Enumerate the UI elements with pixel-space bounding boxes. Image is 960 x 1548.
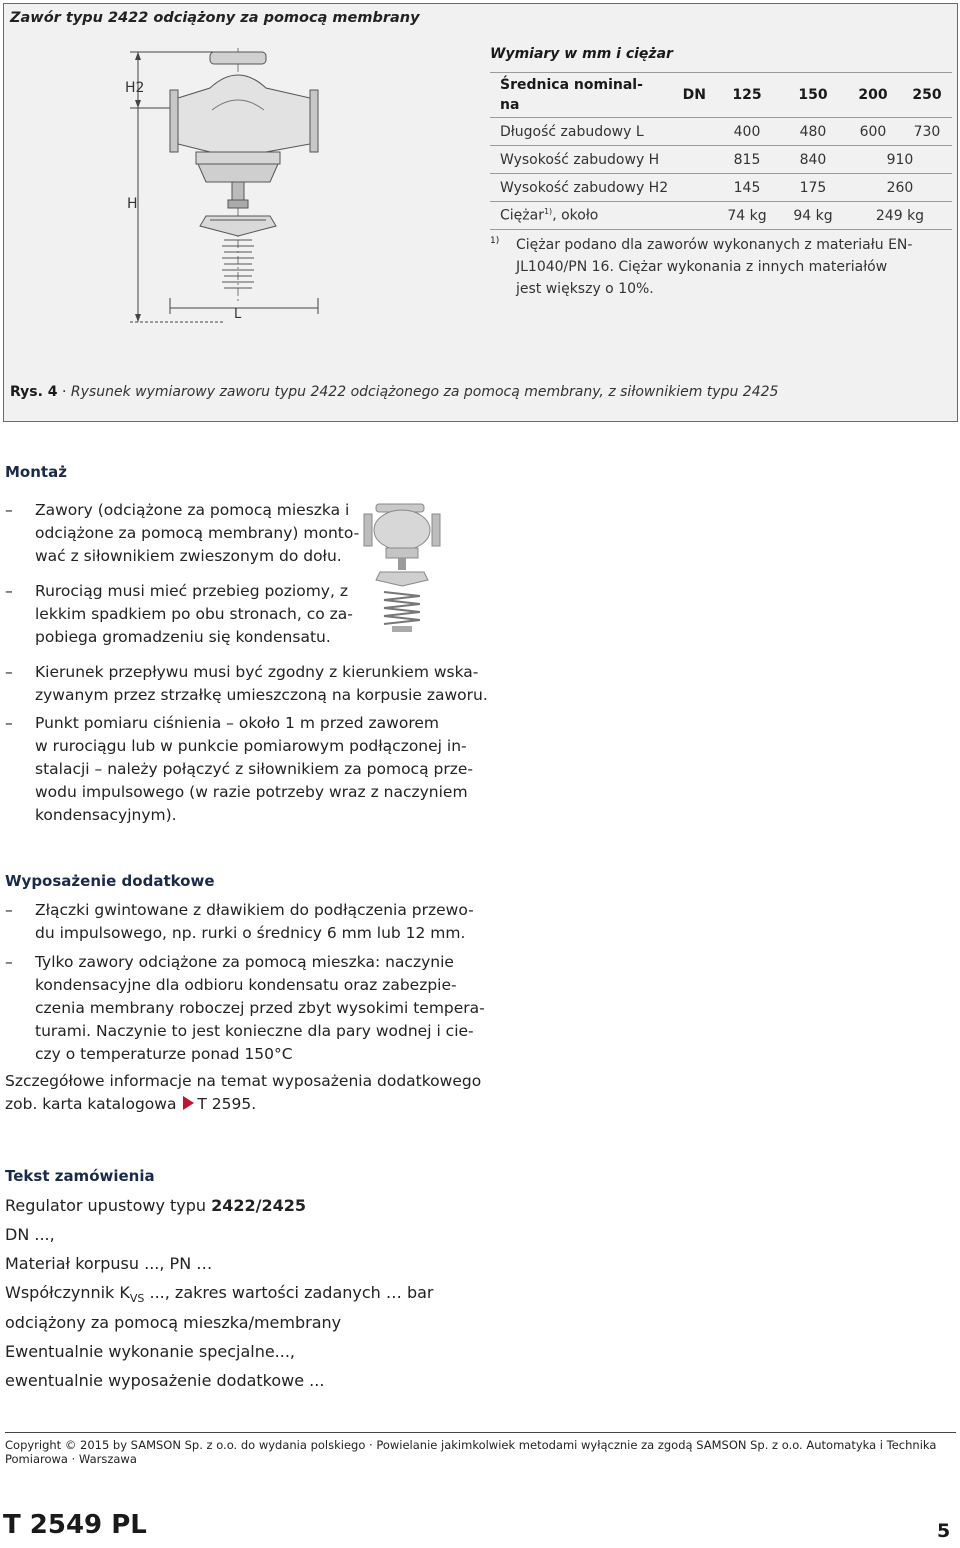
- table-cell: 400: [712, 118, 778, 146]
- table-cell: 145: [712, 174, 778, 202]
- list-item-line: pobiega gromadzeniu się kondensatu.: [35, 628, 331, 646]
- table-cell: 94 kg: [778, 202, 844, 230]
- weight-label: Ciężar: [500, 207, 544, 224]
- caption-separator: ·: [57, 384, 71, 400]
- dim-label-h: H: [127, 196, 138, 212]
- order-line-5: odciążony za pomocą mieszka/membrany: [5, 1313, 342, 1332]
- list-item-line: stalacji – należy połączyć z siłownikiem za pomocą prze-: [35, 760, 473, 778]
- row-label: Wysokość zabudowy H: [490, 146, 712, 174]
- list-item-line: Punkt pomiaru ciśnienia – około 1 m przed zaworem: [35, 714, 439, 732]
- table-row: [490, 118, 952, 146]
- section-heading: Montaż: [5, 463, 67, 481]
- caption-label: Rys. 4: [10, 384, 58, 400]
- order-text: Regulator upustowy typu: [5, 1196, 212, 1215]
- list-item-line: Tylko zawory odciążone za pomocą mieszka: naczynie: [35, 953, 454, 971]
- list-item-line: kondensacyjne dla odbioru kondensatu oraz zabezpie-: [35, 976, 457, 994]
- figure-title: Zawór typu 2422 odciążony za pomocą membrany: [10, 10, 420, 26]
- table-cell: 175: [778, 174, 844, 202]
- order-text: Współczynnik K: [5, 1283, 130, 1302]
- note-line: Szczegółowe informacje na temat wyposażenia dodatkowego: [5, 1072, 482, 1090]
- list-item-line: Zawory (odciążone za pomocą mieszka i: [35, 501, 350, 519]
- section-tekst-zamowienia: [5, 1167, 155, 1185]
- weight-label-suffix: , około: [552, 207, 599, 224]
- valve-photo: [362, 500, 442, 635]
- order-type-bold: 2422/2425: [211, 1196, 307, 1215]
- valve-dimension-drawing: [100, 40, 340, 325]
- section-montaz: Montaż – Zawory (odciążone za pomocą mieszka i odciążone za pomocą membrany) monto- wać z siłownikiem zwieszonym do dołu. – Rurociąg musi mieć przebieg poziomy, z lekkim spadkiem po obu stronach, co za- pobiega gromadzeniu się kondensatu. – Kierunek przepływu musi być zgodny z kierunkiem wska- zywanym przez strzałkę umieszczoną na korpusie zaworu. – Punkt pomiaru ciśnienia – około 1 m przed zaworem w rurociągu lub w punkcie pomiarowym podłączonej in- stalacji – należy połączyć z siłownikiem za pomocą prze- wodu impulsowego (w razie potrzeby wraz z naczyniem kondensacyjnym).: [5, 463, 565, 843]
- list-item-line: kondensacyjnym).: [35, 806, 177, 824]
- table-cell: 74 kg: [712, 202, 778, 230]
- footnote-text: Ciężar podano dla zaworów wykonanych z materiału EN-JL1040/PN 16. Ciężar wykonania z innych materiałów jest większy o 10%.: [516, 237, 913, 297]
- order-line-2: DN ...,: [5, 1225, 55, 1244]
- table-row: [490, 202, 952, 230]
- section-heading: Tekst zamówienia: [5, 1167, 155, 1185]
- caption-text: Rysunek wymiarowy zaworu typu 2422 odciążonego za pomocą membrany, z siłownikiem typu 2425: [70, 384, 779, 400]
- order-line-3: Materiał korpusu ..., PN …: [5, 1254, 213, 1273]
- list-item-line: wodu impulsowego (w razie potrzeby wraz z naczyniem: [35, 783, 468, 801]
- row-label: [490, 202, 712, 230]
- figure-caption: [10, 384, 778, 400]
- catalog-reference-link[interactable]: T 2595.: [197, 1095, 257, 1113]
- dim-label-l: L: [234, 307, 242, 322]
- table-cell: 480: [778, 118, 844, 146]
- header-label: Średnica nominal- na: [490, 73, 656, 118]
- list-item-line: lekkim spadkiem po obu stronach, co za-: [35, 605, 353, 623]
- row-label: Wysokość zabudowy H2: [490, 174, 712, 202]
- order-line-1: [5, 1196, 306, 1215]
- dimensions-table: [490, 72, 952, 230]
- list-item-line: czy o temperaturze ponad 150°C: [35, 1045, 293, 1063]
- list-item-line: w rurociągu lub w punkcie pomiarowym podłączonej in-: [35, 737, 467, 755]
- header-dn-125: 125: [712, 73, 778, 118]
- table-cell: 600: [844, 118, 898, 146]
- list-item-line: du impulsowego, np. rurki o średnicy 6 mm lub 12 mm.: [35, 924, 466, 942]
- footnote-mark: 1): [490, 236, 500, 246]
- list-item-line: Złączki gwintowane z dławikiem do podłączenia przewo-: [35, 901, 474, 919]
- list-item-line: czenia membrany roboczej przed zbyt wysokimi tempera-: [35, 999, 485, 1017]
- footnote-ref: 1): [543, 207, 553, 217]
- table-row: [490, 174, 952, 202]
- kvs-subscript: VS: [129, 1292, 145, 1306]
- order-line-6: Ewentualnie wykonanie specjalne...,: [5, 1342, 296, 1361]
- arrow-right-icon: [183, 1096, 194, 1110]
- page-number: 5: [937, 1520, 951, 1542]
- footer-divider: [5, 1432, 956, 1433]
- list-item-line: wać z siłownikiem zwieszonym do dołu.: [35, 547, 342, 565]
- order-line-4: [5, 1283, 434, 1305]
- header-dn-150: 150: [778, 73, 844, 118]
- section-heading: Wyposażenie dodatkowe: [5, 872, 215, 890]
- header-dn: DN: [656, 73, 712, 118]
- table-cell: 249 kg: [844, 202, 952, 230]
- table-cell: 910: [844, 146, 952, 174]
- list-item-line: Kierunek przepływu musi być zgodny z kierunkiem wska-: [35, 663, 479, 681]
- list-item-line: odciążone za pomocą membrany) monto-: [35, 524, 360, 542]
- header-dn-200: 200: [844, 73, 898, 118]
- header-dn-250: 250: [898, 73, 952, 118]
- order-text: ..., zakres wartości zadanych … bar: [144, 1283, 434, 1302]
- footer-copyright: Copyright © 2015 by SAMSON Sp. z o.o. do wydania polskiego · Powielanie jakimkolwiek metodami wyłącznie za zgodą SAMSON Sp. z o.o. Automatyka i Technika Pomiarowa · Warszawa: [5, 1438, 937, 1466]
- wyposazenie-note: [5, 1070, 565, 1116]
- table-cell: 840: [778, 146, 844, 174]
- table-row: [490, 146, 952, 174]
- table-header-row: [490, 73, 952, 118]
- list-item-line: zywanym przez strzałkę umieszczoną na korpusie zaworu.: [35, 686, 488, 704]
- table-cell: 730: [898, 118, 952, 146]
- table-cell: 815: [712, 146, 778, 174]
- list-item-line: Rurociąg musi mieć przebieg poziomy, z: [35, 582, 348, 600]
- note-line: zob. karta katalogowa: [5, 1095, 177, 1113]
- section-wyposazenie: Wyposażenie dodatkowe – Złączki gwintowane z dławikiem do podłączenia przewo- du impulsowego, np. rurki o średnicy 6 mm lub 12 mm. – Tylko zawory odciążone za pomocą mieszka: naczynie kondensacyjne dla odbioru kondensatu oraz zabezpie- czenia membrany roboczej przed zbyt wysokimi tempera- turami. Naczynie to jest konieczne dla pary wodnej i cie- czy o temperaturze ponad 150°C Szczegółowe informacje na temat wyposażenia dodatkowego zob. karta katalogowa T 2595.: [5, 872, 565, 1122]
- dim-label-h2: H2: [125, 80, 145, 96]
- dimensions-table-title: Wymiary w mm i ciężar: [490, 46, 673, 62]
- row-label: Długość zabudowy L: [490, 118, 712, 146]
- document-id: T 2549 PL: [3, 1510, 147, 1540]
- order-line-7: ewentualnie wyposażenie dodatkowe ...: [5, 1371, 325, 1390]
- list-item-line: turami. Naczynie to jest konieczne dla pary wodnej i cie-: [35, 1022, 474, 1040]
- table-cell: 260: [844, 174, 952, 202]
